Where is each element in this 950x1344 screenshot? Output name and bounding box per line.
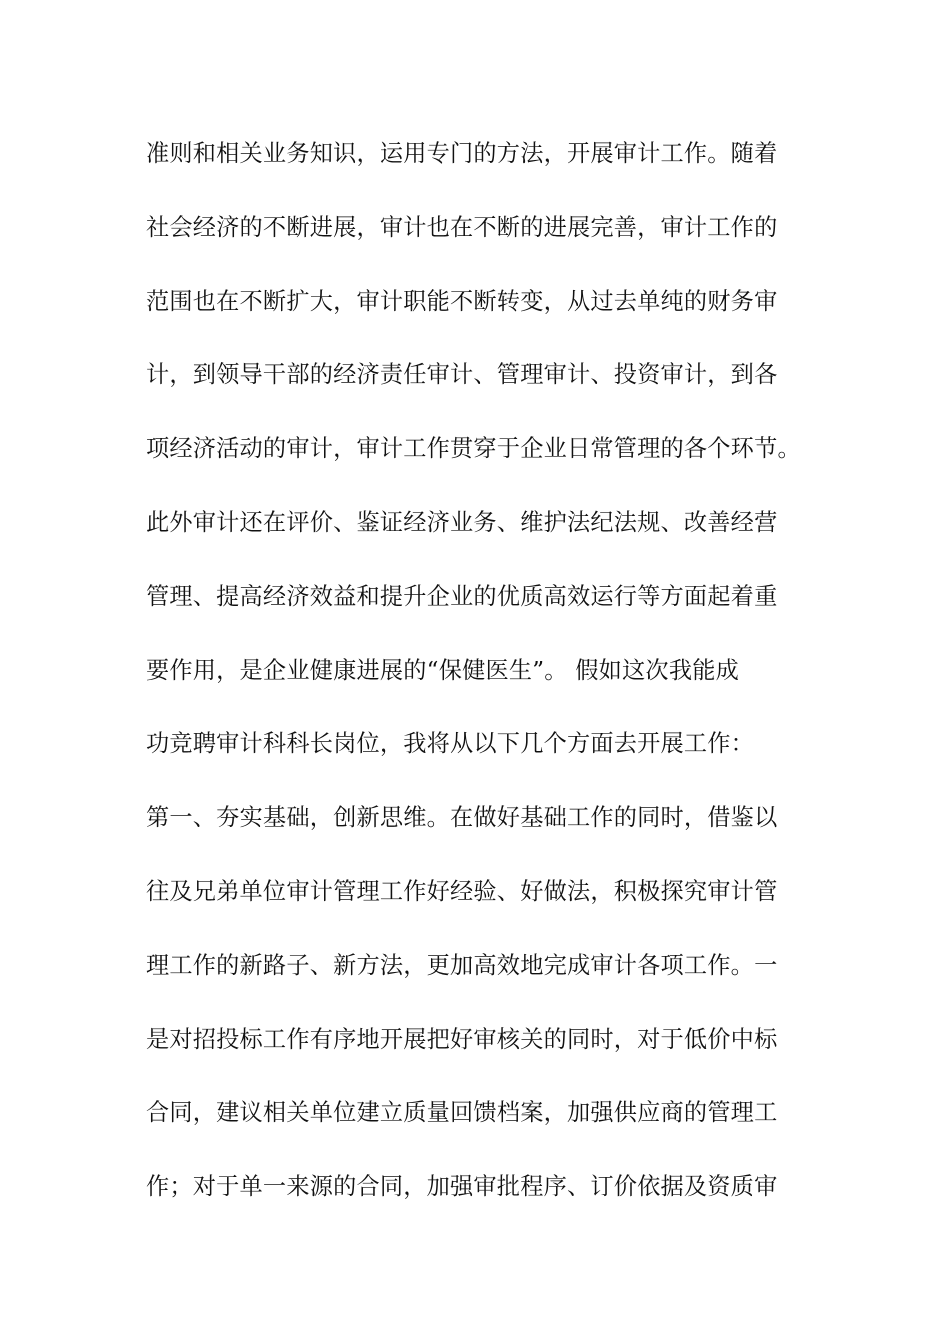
body-text <box>146 131 836 1238</box>
text-line: 管理、提高经济效益和提升企业的优质高效运行等方面起着重 <box>146 582 778 610</box>
text-line: 功竞聘审计科科长岗位，我将从以下几个方面去开展工作： <box>146 730 755 758</box>
text-line: 计，到领导干部的经济责任审计、管理审计、投资审计，到各 <box>146 361 778 389</box>
text-line: 往及兄弟单位审计管理工作好经验、好做法，积极探究审计管 <box>146 877 778 905</box>
text-line: 作；对于单一来源的合同，加强审批程序、订价依据及资质审 <box>146 1173 778 1201</box>
text-line: 要作用，是企业健康进展的“保健医生”。 假如这次我能成 <box>146 656 739 684</box>
text-line: 合同，建议相关单位建立质量回馈档案，加强供应商的管理工 <box>146 1099 778 1127</box>
text-line: 理工作的新路子、新方法，更加高效地完成审计各项工作。一 <box>146 951 778 979</box>
text-line: 第一、夯实基础，创新思维。在做好基础工作的同时，借鉴以 <box>146 804 778 832</box>
text-line: 此外审计还在评价、鉴证经济业务、维护法纪法规、改善经营 <box>146 508 778 536</box>
text-line: 是对招投标工作有序地开展把好审核关的同时，对于低价中标 <box>146 1025 778 1053</box>
text-line: 范围也在不断扩大，审计职能不断转变，从过去单纯的财务审 <box>146 287 778 315</box>
text-line: 项经济活动的审计，审计工作贯穿于企业日常管理的各个环节。 <box>146 435 801 463</box>
text-line: 社会经济的不断进展，审计也在不断的进展完善，审计工作的 <box>146 213 778 241</box>
text-line: 准则和相关业务知识，运用专门的方法，开展审计工作。随着 <box>146 140 778 167</box>
